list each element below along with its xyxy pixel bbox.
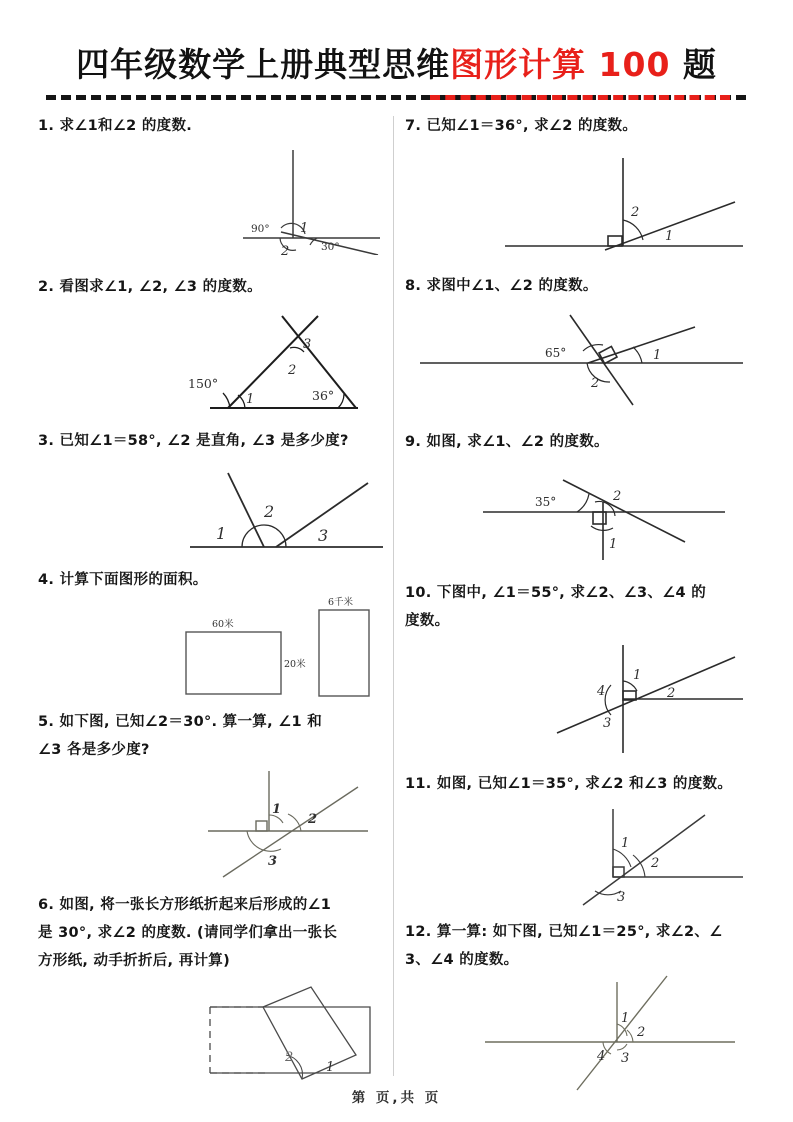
figure-8: [405, 301, 755, 416]
figure-5: [38, 765, 388, 885]
question-4: [38, 566, 388, 704]
question-11: [405, 770, 755, 913]
figure-11-label-3: 3: [617, 889, 626, 905]
question-12-text-line2: 3、∠4 的度数。: [405, 951, 519, 968]
title-tail-part: 题: [670, 45, 717, 84]
figure-11-label-2: 2: [651, 855, 660, 871]
figure-5-label-1: 1: [272, 801, 282, 817]
question-11-text: 11. 如图, 已知∠1＝35°, 求∠2 和∠3 的度数。: [405, 776, 733, 793]
question-10-text-line1: 10. 下图中, ∠1＝55°, 求∠2、∠3、∠4 的: [405, 584, 707, 601]
figure-12: [405, 974, 755, 1094]
figure-6: [38, 975, 388, 1080]
question-8-text: 8. 求图中∠1、∠2 的度数。: [405, 278, 598, 295]
figure-10-label-2: 2: [667, 686, 676, 702]
figure-2-label-2: 2: [288, 362, 297, 378]
figure-12-label-2: 2: [637, 1025, 646, 1041]
figure-5-label-2: 2: [308, 811, 318, 827]
question-1-text: 1. 求∠1和∠2 的度数.: [38, 118, 193, 134]
right-column: [405, 112, 755, 1094]
figure-11-label-1: 1: [621, 835, 630, 851]
figure-12-label-3: 3: [621, 1051, 630, 1067]
figure-3-label-3: 3: [318, 525, 329, 545]
question-10-text-line2: 度数。: [405, 613, 450, 630]
page-title: [0, 46, 793, 84]
title-underline-red: [430, 95, 730, 100]
figure-10-label-4: 4: [597, 684, 606, 700]
figure-9-label-1: 1: [609, 536, 618, 552]
figure-12-label-1: 1: [621, 1011, 630, 1027]
figure-7: [405, 140, 755, 260]
question-9: [405, 428, 755, 571]
question-6-text-line2: 是 30°, 求∠2 的度数. (请同学们拿出一张长: [38, 924, 338, 941]
figure-7-label-2: 2: [631, 205, 640, 221]
question-5-text-line1: 5. 如下图, 已知∠2＝30°. 算一算, ∠1 和: [38, 714, 323, 731]
figure-2-label-3: 3: [303, 336, 312, 352]
question-6-text-line3: 方形纸, 动手折折后, 再计算): [38, 953, 231, 970]
left-column: [38, 112, 388, 1080]
figure-1-label-1: 1: [300, 221, 309, 237]
figure-1-label-90: 90°: [251, 223, 270, 236]
column-divider: [393, 116, 394, 1076]
figure-7-label-1: 1: [665, 229, 674, 245]
figure-4-label-20m: 20米: [284, 659, 306, 671]
question-9-text: 9. 如图, 求∠1、∠2 的度数。: [405, 433, 609, 450]
figure-4: [38, 594, 388, 704]
figure-4-label-6km: 6千米: [328, 597, 354, 609]
question-3-text: 3. 已知∠1＝58°, ∠2 是直角, ∠3 是多少度?: [38, 432, 349, 449]
figure-8-label-1: 1: [653, 347, 662, 363]
question-4-text: 4. 计算下面图形的面积。: [38, 571, 208, 588]
question-5: [38, 708, 388, 885]
question-7: [405, 112, 755, 260]
figure-3-label-2: 2: [264, 501, 275, 521]
figure-8-label-2: 2: [591, 375, 600, 391]
figure-10: [405, 635, 755, 760]
title-black-part: 四年级数学上册典型思维: [76, 45, 451, 84]
figure-2-label-1: 1: [246, 391, 255, 407]
figure-8-label-65: 65°: [545, 345, 567, 360]
figure-6-label-2: 2: [285, 1050, 294, 1066]
figure-10-label-3: 3: [603, 716, 612, 732]
question-3: [38, 427, 388, 560]
figure-9-label-2: 2: [613, 488, 622, 504]
question-2-text: 2. 看图求∠1, ∠2, ∠3 的度数。: [38, 279, 262, 296]
question-6-text-line1: 6. 如图, 将一张长方形纸折起来后形成的∠1: [38, 896, 332, 913]
figure-11: [405, 799, 755, 914]
figure-1-label-30: 30°: [321, 241, 340, 254]
question-8: [405, 272, 755, 415]
question-12-text-line1: 12. 算一算: 如下图, 已知∠1＝25°, 求∠2、∠: [405, 923, 723, 940]
page-footer: 第 页,共 页: [351, 1090, 442, 1106]
question-6: [38, 891, 388, 1081]
figure-2-label-36: 36°: [312, 387, 335, 403]
question-1: [38, 112, 388, 255]
figure-9-label-35: 35°: [535, 494, 557, 509]
question-12: [405, 918, 755, 1095]
figure-1: [38, 140, 388, 255]
figure-3: [38, 455, 388, 560]
figure-10-label-1: 1: [633, 668, 642, 684]
question-5-text-line2: ∠3 各是多少度?: [38, 742, 150, 759]
figure-9: [405, 456, 755, 571]
figure-4-label-60m: 60米: [212, 619, 234, 631]
figure-2-label-150: 150°: [188, 375, 219, 391]
figure-6-label-1: 1: [326, 1060, 335, 1076]
question-10: [405, 579, 755, 761]
figure-1-label-2: 2: [281, 244, 290, 256]
question-2: [38, 273, 388, 416]
figure-2: [38, 302, 388, 417]
figure-12-label-4: 4: [597, 1049, 606, 1065]
figure-5-label-3: 3: [268, 853, 278, 869]
title-red-part: 图形计算 100: [450, 45, 671, 84]
figure-3-label-1: 1: [216, 523, 227, 543]
question-7-text: 7. 已知∠1＝36°, 求∠2 的度数。: [405, 118, 638, 134]
